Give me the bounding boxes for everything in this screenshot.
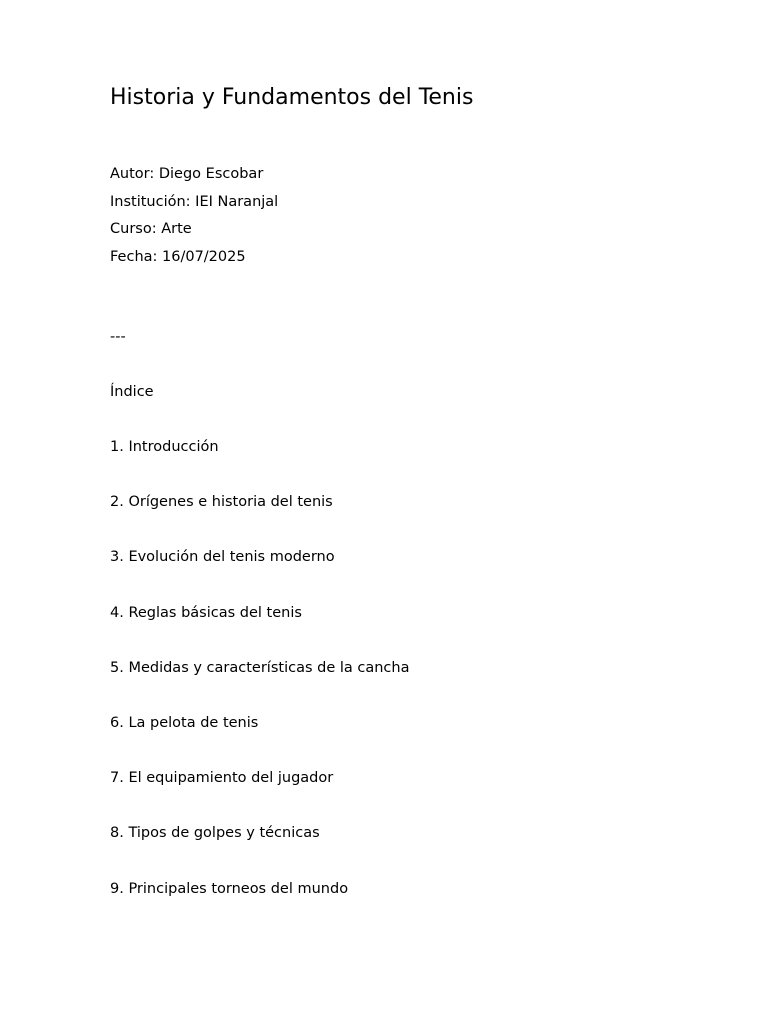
author-line: Autor: Diego Escobar	[110, 166, 264, 182]
toc-item: 3. Evolución del tenis moderno	[110, 549, 335, 566]
section-separator: ---	[110, 329, 126, 345]
toc-item: 2. Orígenes e historia del tenis	[110, 494, 333, 511]
course-line: Curso: Arte	[110, 221, 192, 238]
toc-item: 6. La pelota de tenis	[110, 714, 259, 731]
document-title: Historia y Fundamentos del Tenis	[110, 85, 474, 110]
toc-item: 5. Medidas y características de la cancha	[110, 659, 410, 676]
date-line: Fecha: 16/07/2025	[110, 248, 246, 265]
toc-heading: Índice	[110, 384, 154, 400]
table-of-contents	[110, 437, 409, 934]
toc-item: 9. Principales torneos del mundo	[110, 880, 349, 897]
toc-item: 8. Tipos de golpes y técnicas	[110, 825, 320, 842]
toc-item: 7. El equipamiento del jugador	[110, 770, 334, 787]
toc-item: 4. Reglas básicas del tenis	[110, 604, 302, 621]
institution-line: Institución: IEI Naranjal	[110, 193, 279, 210]
document-metadata	[110, 161, 278, 271]
toc-item: 1. Introducción	[110, 439, 219, 455]
